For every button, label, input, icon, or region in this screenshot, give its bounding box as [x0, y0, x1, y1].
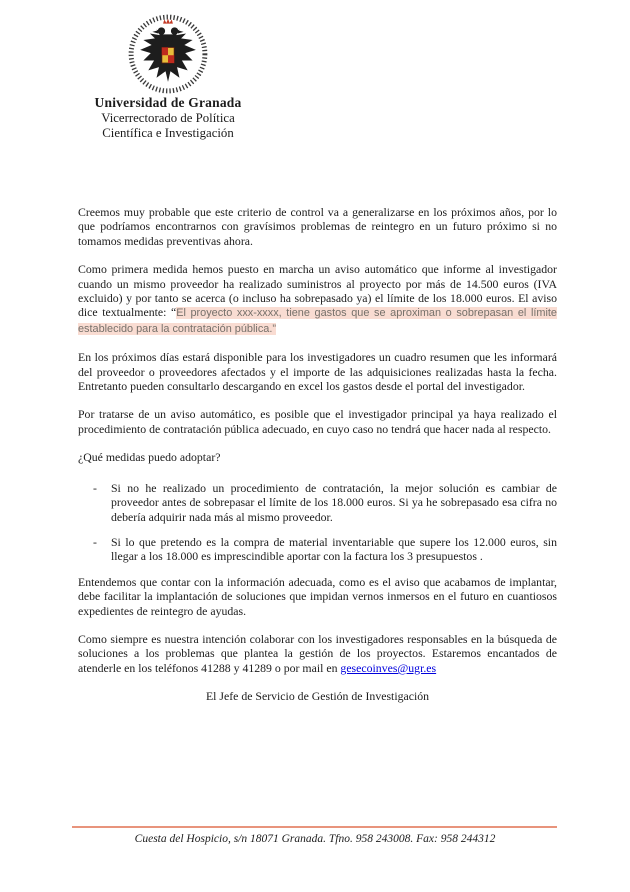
contact-text: Como siempre es nuestra intención colaborar con los investigadores responsables en la búsqueda de soluciones a los problemas que plantea la gestión de los proyectos. Estaremos encantados de atenderle en los teléfonos 41288 y 41289 o por mail en: [78, 631, 557, 675]
paragraph-information: Entendemos que contar con la información adecuada, como es el aviso que acabamos de implantar, debe facilitar la implantación de soluciones que impidan vernos inmersos en el futuro en cuantiosos expedientes de reintegro de ayudas.: [78, 574, 557, 618]
universidad-de-granada-seal-icon: [127, 13, 209, 95]
paragraph-auto-warning: Por tratarse de un aviso automático, es posible que el investigador principal ya haya realizado el procedimiento de contratación pública adecuado, en cuyo caso no tendrá que hacer nada al respecto.: [78, 407, 557, 436]
bullet-text-change-provider: Si no he realizado un procedimiento de contratación, la mejor solución es cambiar de proveedor antes de sobrepasar el límite de los 18.000 euros. Si ya he sobrepasado esa cifra no debería adquirir nada más al mismo proveedor.: [111, 480, 557, 524]
paragraph-control-criteria: Creemos muy probable que este criterio de control va a generalizarse en los próximos años, por lo que podríamos encontrarnos con gravísimos problemas de reintegro en un futuro próximo si no tomamos medidas preventivas ahora.: [78, 205, 557, 248]
measures-list: [78, 481, 557, 564]
letterhead: [72, 0, 264, 141]
paragraph-contact: [78, 632, 557, 675]
letter-body: [78, 205, 557, 704]
highlighted-notice-quote: El proyecto xxx-xxxx, tiene gastos que se aproximan o sobrepasan el límite establecido para la contratación pública.”: [78, 307, 557, 335]
page-footer: [0, 826, 630, 845]
footer-address: Cuesta del Hospicio, s/n 18071 Granada. Tfno. 958 243008. Fax: 958 244312: [134, 833, 496, 845]
signature-line: El Jefe de Servicio de Gestión de Investigación: [205, 689, 430, 704]
bullet-marker: -: [93, 534, 97, 549]
email-link[interactable]: gesecoinves@ugr.es: [340, 660, 437, 675]
department-line1: Vicerrectorado de Política: [101, 111, 235, 125]
bullet-marker: -: [93, 480, 97, 495]
list-item: [78, 535, 557, 564]
paragraph-automatic-notice: [78, 262, 557, 336]
department-line2: Científica e Investigación: [102, 126, 234, 140]
bullet-text-three-budgets: Si lo que pretendo es la compra de material inventariable que supere los 12.000 euros, sin llegar a los 18.000 es imprescindible aportar con la factura los 3 presupuestos .: [111, 534, 557, 564]
paragraph-summary-table: En los próximos días estará disponible para los investigadores un cuadro resumen que les informará del proveedor o proveedores afectados y el importe de las adquisiciones realizadas hasta la fecha. Entretanto pueden consultarlo descargando en excel los gastos desde el portal del investigador.: [78, 350, 557, 394]
university-name: Universidad de Granada: [94, 95, 242, 110]
notice-text: Como primera medida hemos puesto en marcha un aviso automático que informe al investigador cuando un mismo proveedor ha realizado suministros al proyecto por más de 14.500 euros (IVA excluido) y por tanto se acerca (o incluso ha sobrepasado ya) el límite de los 18.000 euros. El aviso dice textualmente: “: [78, 262, 557, 320]
footer-rule: [72, 826, 557, 828]
list-item: [78, 481, 557, 524]
question-heading: ¿Qué medidas puedo adoptar?: [78, 450, 221, 465]
